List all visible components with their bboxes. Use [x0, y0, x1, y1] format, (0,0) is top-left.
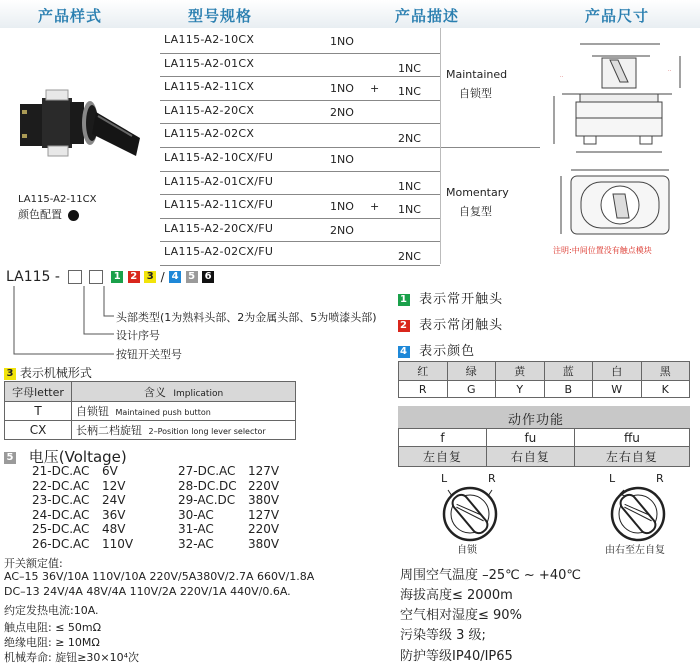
voltage-code: 22-DC.AC — [32, 478, 90, 493]
legend-nc-num: 2 — [398, 320, 410, 332]
mech-title: 表示机械形式 — [19, 366, 92, 380]
model-code: LA115-A2-20CX/FU — [164, 221, 274, 235]
mech-row-cn: 自锁钮 — [76, 405, 109, 418]
mech-head-letter: 字母letter — [5, 382, 72, 402]
mech-head-cn: 含义 — [143, 385, 166, 399]
dial-right-R: R — [656, 472, 664, 485]
legend-nc — [398, 314, 503, 333]
ratings-life: 机械寿命: 旋钮≥30×10⁴次 — [4, 651, 140, 664]
voltage-value: 48V — [102, 522, 126, 536]
model-code: LA115-A2-02CX/FU — [164, 245, 274, 259]
mech-table — [4, 381, 296, 440]
ratings-thermal: 约定发热电流:10A. — [4, 604, 99, 617]
model-row-divider — [160, 265, 440, 266]
voltage-code: 28-DC.DC — [178, 478, 237, 493]
maintained-en: Maintained — [446, 68, 508, 81]
model-row — [160, 54, 440, 78]
color-cn-cell: 黑 — [641, 362, 690, 381]
color-en-cell: W — [593, 381, 642, 398]
model-nc: 2NC — [398, 250, 421, 264]
model-no: 1NO — [330, 153, 354, 166]
color-en-cell: G — [447, 381, 496, 398]
model-nc: 1NC — [398, 179, 421, 193]
voltage-value: 6V — [102, 464, 118, 478]
model-no: 1NO — [330, 200, 354, 214]
header-dimensions: 产品尺寸 — [585, 7, 650, 25]
env-protection: 防护等级IP40/IP65 — [400, 649, 513, 664]
voltage-code: 23-DC.AC — [32, 493, 90, 507]
mech-num: 3 — [4, 368, 16, 380]
legend-color-num: 4 — [398, 346, 410, 358]
color-en-cell: B — [544, 381, 593, 398]
ratings-ac: AC–15 36V/10A 110V/10A 220V/5A380V/2.7A 660V/1.8A — [4, 570, 315, 583]
voltage-num: 5 — [4, 452, 16, 464]
voltage-value: 12V — [102, 478, 126, 493]
mech-head-en: Implication — [173, 388, 224, 399]
svg-text:··: ·· — [668, 68, 672, 74]
header-product-style: 产品样式 — [38, 7, 103, 25]
code-label-model: 按钮开关型号 — [116, 348, 182, 361]
model-no: 1NO — [330, 82, 354, 96]
voltage-code: 26-DC.AC — [32, 536, 90, 551]
code-label-design: 设计序号 — [116, 329, 160, 342]
dial-left-caption: 自锁 — [457, 545, 477, 556]
mech-row-meaning — [72, 402, 296, 421]
voltage-value: 380V — [248, 536, 280, 551]
model-no: 1NO — [330, 35, 354, 48]
voltage-value: 127V — [248, 507, 280, 522]
code-slash: / — [160, 270, 165, 284]
model-row — [160, 172, 440, 196]
ratings-contact: 触点电阻: ≤ 50mΩ — [4, 621, 102, 634]
voltage-value: 24V — [102, 493, 126, 507]
model-row — [160, 148, 440, 172]
voltage-code: 31-AC — [178, 522, 214, 536]
model-code: LA115-A2-11CX — [164, 80, 255, 94]
voltage-code: 25-DC.AC — [32, 522, 90, 536]
voltage-code: 24-DC.AC — [32, 507, 90, 522]
code-box-1 — [68, 270, 82, 284]
code-prefix: LA115 - — [6, 269, 60, 285]
note-text: 注明:中间位置没有触点模块 — [553, 246, 652, 255]
model-code: LA115-A2-10CX/FU — [164, 151, 274, 164]
model-plus: + — [370, 200, 380, 214]
voltage-value: 220V — [248, 478, 280, 493]
model-row — [160, 219, 440, 243]
color-config-label: 颜色配置 — [18, 208, 62, 221]
table-divider — [440, 28, 441, 264]
mech-row-en: 2–Position long lever selector — [148, 427, 266, 436]
action-code-cell: f — [399, 429, 487, 447]
mech-row-letter: CX — [5, 421, 72, 440]
model-code: LA115-A2-11CX/FU — [164, 198, 274, 212]
code-bracket-lines — [10, 284, 120, 360]
code-scheme-line — [6, 269, 214, 285]
color-cn-cell: 红 — [399, 362, 448, 381]
dial-right-L: L — [609, 472, 616, 485]
legend-no-num: 1 — [398, 294, 410, 306]
voltage-title: 电压(Voltage) — [28, 448, 127, 466]
voltage-value: 380V — [248, 493, 280, 507]
env-altitude: 海拔高度≤ 2000m — [400, 588, 513, 603]
model-code: LA115-A2-01CX/FU — [164, 174, 274, 188]
legend-color-text: 表示颜色 — [419, 344, 476, 359]
action-label-cell: 左自复 — [399, 447, 487, 467]
model-nc: 1NC — [398, 61, 421, 75]
voltage-code: 30-AC — [178, 507, 214, 522]
action-code-cell: ffu — [574, 429, 689, 447]
maintained-cn: 自锁型 — [459, 87, 492, 100]
dial-left-L: L — [441, 472, 448, 485]
model-nc: 1NC — [398, 203, 421, 217]
legend-no-text: 表示常开触头 — [419, 292, 504, 307]
code-sq-1: 1 — [111, 271, 123, 283]
action-code-cell: fu — [486, 429, 574, 447]
code-sq-2: 2 — [128, 271, 140, 283]
model-row — [160, 242, 440, 266]
color-table — [398, 361, 690, 398]
mech-row-cn: 长柄二档旋钮 — [76, 424, 142, 437]
header-description: 产品描述 — [395, 7, 460, 25]
mech-head-meaning — [72, 382, 296, 402]
model-plus: + — [370, 82, 380, 96]
color-en-cell: Y — [496, 381, 545, 398]
model-code: LA115-A2-01CX — [164, 56, 255, 70]
color-cn-cell: 蓝 — [544, 362, 593, 381]
env-pollution: 污染等级 3 级; — [400, 628, 486, 643]
voltage-value: 110V — [102, 536, 134, 551]
svg-text:··: ·· — [560, 74, 564, 80]
model-row — [160, 30, 440, 54]
color-cn-cell: 黄 — [496, 362, 545, 381]
model-no: 2NO — [330, 223, 354, 237]
momentary-cn: 自复型 — [459, 205, 492, 218]
mech-title-row — [4, 364, 92, 381]
dial-left-R: R — [488, 472, 496, 485]
code-sq-3: 3 — [144, 271, 156, 283]
color-en-cell: K — [641, 381, 690, 398]
color-config-row — [18, 206, 79, 222]
code-label-head: 头部类型(1为熟料头部、2为金属头部、5为喷漆头部) — [116, 311, 377, 324]
mech-row-en: Maintained push button — [115, 408, 211, 417]
mech-row-meaning — [72, 421, 296, 440]
black-dot-icon — [68, 210, 79, 221]
ratings-title: 开关额定值: — [4, 557, 63, 570]
voltage-value: 220V — [248, 522, 280, 536]
model-code: LA115-A2-20CX — [164, 103, 255, 117]
dimension-drawing-front — [555, 166, 685, 246]
code-sq-4: 4 — [169, 271, 181, 283]
mech-row-letter: T — [5, 402, 72, 421]
action-label-cell: 左右自复 — [574, 447, 689, 467]
product-image — [12, 80, 152, 185]
legend-no — [398, 288, 503, 307]
env-temperature: 周围空气温度 –25℃ ~ +40℃ — [400, 568, 581, 583]
model-nc: 1NC — [398, 85, 421, 99]
legend-color — [398, 340, 475, 359]
action-title: 动作功能 — [508, 413, 565, 428]
voltage-code: 27-DC.AC — [178, 464, 236, 478]
voltage-code: 32-AC — [178, 536, 214, 551]
voltage-code: 21-DC.AC — [32, 464, 90, 478]
ratings-dc: DC–13 24V/4A 48V/4A 110V/2A 220V/1A 440V/0.6A. — [4, 585, 291, 598]
model-code: LA115-A2-10CX — [164, 33, 255, 46]
group-divider — [440, 147, 540, 148]
code-sq-5: 5 — [186, 271, 198, 283]
model-row — [160, 101, 440, 125]
dimension-drawing-side — [540, 36, 690, 166]
color-cn-cell: 绿 — [447, 362, 496, 381]
code-sq-6: 6 — [202, 271, 214, 283]
env-humidity: 空气相对湿度≤ 90% — [400, 608, 522, 623]
action-table — [398, 428, 690, 467]
ratings-insulation: 绝缘电阻: ≥ 10MΩ — [4, 636, 100, 649]
code-box-2 — [89, 270, 103, 284]
header-model-spec: 型号规格 — [188, 7, 253, 25]
model-no: 2NO — [330, 105, 354, 119]
legend-nc-text: 表示常闭触头 — [419, 318, 504, 333]
product-caption: LA115-A2-11CX — [18, 194, 97, 205]
color-cn-cell: 白 — [593, 362, 642, 381]
model-row — [160, 124, 440, 148]
voltage-value: 127V — [248, 464, 280, 478]
model-code: LA115-A2-02CX — [164, 127, 255, 141]
model-row — [160, 77, 440, 101]
action-label-cell: 右自复 — [486, 447, 574, 467]
voltage-code: 29-AC.DC — [178, 493, 236, 507]
model-nc: 2NC — [398, 132, 421, 146]
momentary-en: Momentary — [446, 186, 509, 199]
voltage-value: 36V — [102, 507, 126, 522]
model-row — [160, 195, 440, 219]
dial-right-caption: 由右至左自复 — [605, 545, 665, 556]
color-en-cell: R — [399, 381, 448, 398]
